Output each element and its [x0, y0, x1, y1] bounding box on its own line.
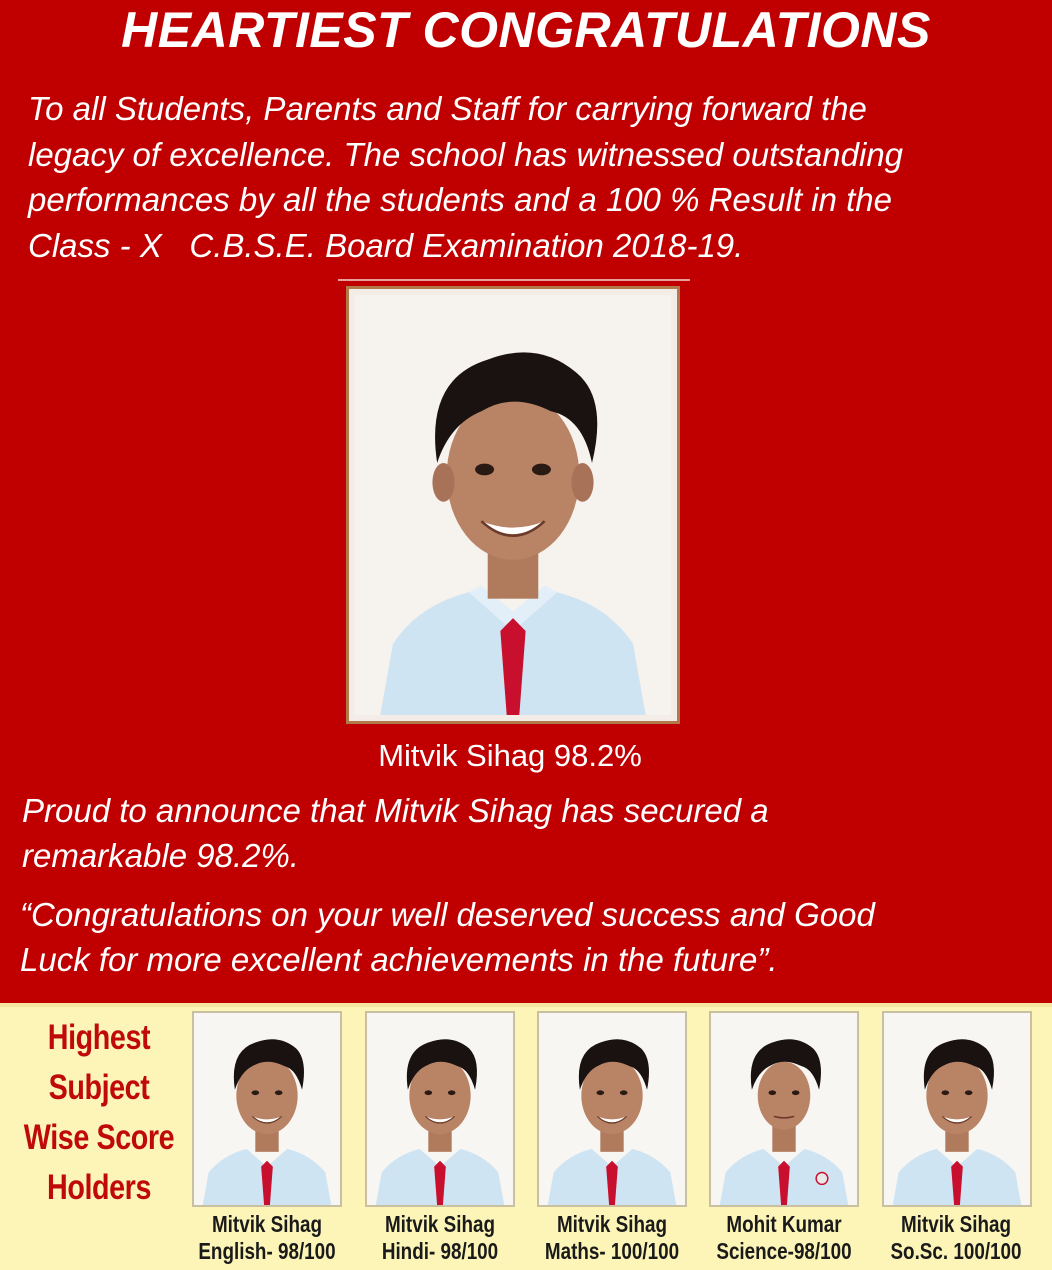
subject-topper-photo: [365, 1011, 515, 1207]
topper-caption: Mitvik Sihag 98.2%: [378, 738, 642, 773]
topper-score: Maths- 100/100: [544, 1238, 680, 1264]
topper-name: Mitvik Sihag: [211, 1211, 323, 1237]
intro-line: legacy of excellence. The school has witnessed outstanding: [28, 135, 904, 173]
title-line: Holders: [47, 1168, 151, 1207]
divider: [338, 279, 690, 281]
subject-topper-caption: [885, 1211, 1026, 1265]
intro-paragraph: [28, 86, 1038, 268]
announcement-line: Proud to announce that Mitvik Sihag has secured a: [22, 792, 769, 829]
topper-name: Mohit Kumar: [726, 1211, 842, 1237]
student-portrait-icon: [539, 1013, 685, 1205]
student-portrait-icon: [884, 1013, 1030, 1205]
topper-name: Mitvik Sihag: [900, 1211, 1012, 1237]
subject-topper-caption: [369, 1211, 510, 1265]
topper-score: Science-98/100: [716, 1238, 852, 1264]
topper-score: English- 98/100: [198, 1238, 336, 1264]
intro-line: performances by all the students and a 100 % Result in the: [28, 181, 893, 218]
student-portrait-icon: [194, 1013, 340, 1205]
subject-topper-photo: [537, 1011, 687, 1207]
intro-line: Class - X C.B.S.E. Board Examination 2018-19.: [28, 226, 744, 264]
topper-photo-frame: [346, 286, 680, 724]
subject-toppers-title: [23, 1013, 176, 1213]
intro-line: To all Students, Parents and Staff for carrying forward the: [28, 90, 867, 127]
title-line: Subject: [48, 1068, 150, 1107]
topper-score: Hindi- 98/100: [381, 1238, 499, 1264]
subject-topper-photo: [709, 1011, 859, 1207]
topper-photo: [355, 295, 671, 715]
announcement: [22, 788, 1032, 878]
subject-topper-photo: [882, 1011, 1032, 1207]
congratulations-quote: [20, 892, 1040, 982]
subject-topper-caption: [196, 1211, 337, 1265]
topper-name: Mitvik Sihag: [384, 1211, 496, 1237]
title-line: Wise Score: [23, 1118, 175, 1157]
subject-topper-caption: [541, 1211, 682, 1265]
subject-topper-caption: [713, 1211, 854, 1265]
quote-line: Luck for more excellent achievements in the future”.: [20, 941, 778, 978]
topper-name: Mitvik Sihag: [556, 1211, 668, 1237]
headline: HEARTIEST CONGRATULATIONS: [121, 2, 931, 58]
title-line: Highest: [47, 1018, 151, 1057]
subject-topper-photo: [192, 1011, 342, 1207]
student-portrait-icon: [355, 295, 671, 715]
student-portrait-icon: [711, 1013, 857, 1205]
quote-line: “Congratulations on your well deserved success and Good: [20, 896, 875, 933]
announcement-line: remarkable 98.2%.: [22, 837, 299, 874]
student-portrait-icon: [367, 1013, 513, 1205]
topper-score: So.Sc. 100/100: [890, 1238, 1022, 1264]
subject-toppers-strip: [0, 1003, 1052, 1270]
